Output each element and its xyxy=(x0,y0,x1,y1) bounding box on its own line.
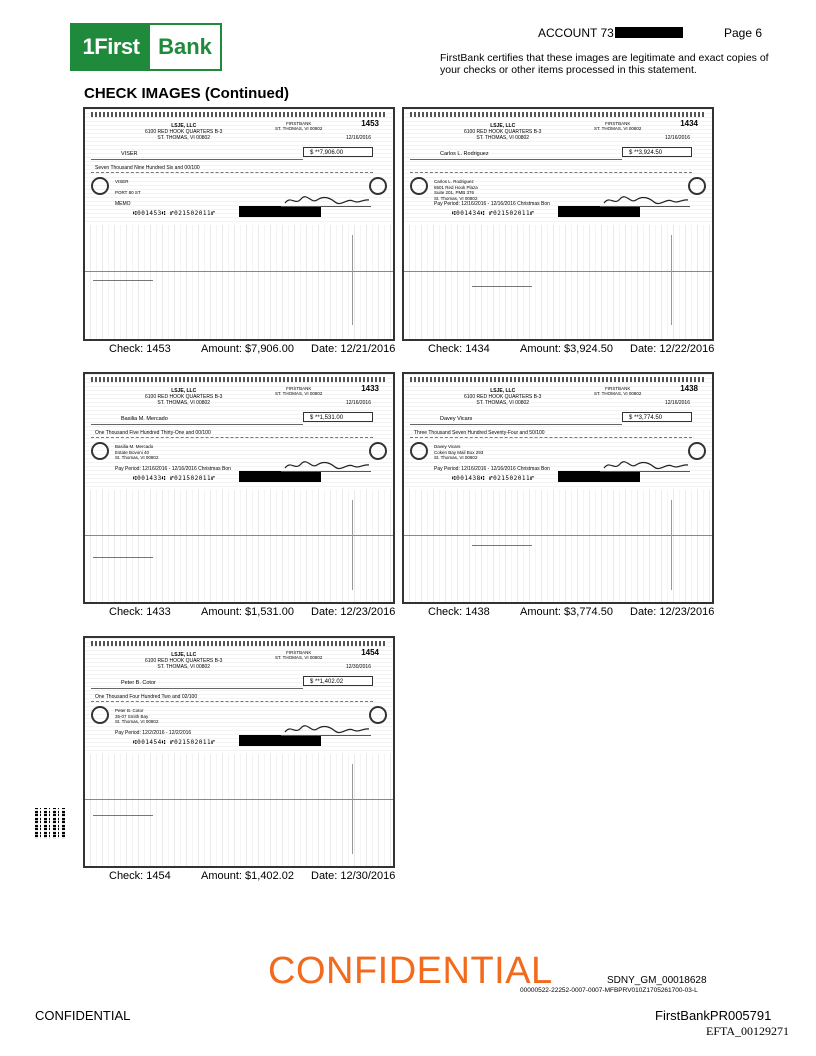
payer-block xyxy=(145,652,222,670)
payee-address: Carlos L. Rodriguez 6501 Red Hook Plaza Suite 201, PMB 376 St. Thomas, VI 00802 xyxy=(434,179,478,201)
circle-mark-left xyxy=(91,442,109,460)
payee-line: VISER xyxy=(91,151,303,160)
endorsement-scrawl xyxy=(316,235,353,325)
caption-amount: Amount: $1,402.02 xyxy=(201,870,294,882)
caption-check: Check: 1454 xyxy=(109,870,171,882)
micr-line: ⑆001438⑆ ⑈021502011⑈ xyxy=(452,475,535,482)
caption-date: Date: 12/30/2016 xyxy=(311,870,396,882)
check-back xyxy=(404,490,712,602)
memo-line: Pay Period: 12/16/2016 - 12/16/2016 Christmas Bon xyxy=(434,466,550,472)
payer-address: 6100 RED HOOK QUARTERS B-3 ST. THOMAS, VI 00802 xyxy=(145,129,223,141)
check-back xyxy=(85,225,393,339)
redaction-bar xyxy=(239,735,321,746)
redaction-bar xyxy=(558,471,640,482)
amount-words: One Thousand Four Hundred Two and 02/100 xyxy=(91,694,373,702)
payer-name: LSJE, LLC xyxy=(490,123,516,129)
security-band xyxy=(410,112,706,117)
amount-words: Three Thousand Seven Hundred Seventy-Four and 50/100 xyxy=(410,430,692,438)
memo-line: Pay Period: 12/16/2016 - 12/16/2016 Christmas Bon xyxy=(115,466,231,472)
bank-block: FIRSTBANK ST. THOMAS, VI 00802 xyxy=(275,386,323,396)
payer-address: 6100 RED HOOK QUARTERS B-3 ST. THOMAS, VI 00802 xyxy=(464,394,542,406)
payer-block xyxy=(145,123,222,141)
caption-check: Check: 1453 xyxy=(109,343,171,355)
payee-address: VISER PORT 80 ST xyxy=(115,179,141,195)
payer-name: LSJE, LLC xyxy=(171,123,197,129)
signature xyxy=(281,723,371,736)
bank-block: FIRSTBANK ST. THOMAS, VI 00802 xyxy=(275,650,323,660)
payer-block xyxy=(145,388,222,406)
security-band xyxy=(91,112,387,117)
circle-mark-right xyxy=(369,177,387,195)
micr-line: ⑆001454⑆ ⑈021502011⑈ xyxy=(133,739,216,746)
sdny-bates: SDNY_GM_00018628 xyxy=(607,975,707,986)
amount-box: $ **3,774.50 xyxy=(622,412,692,422)
certification-text: FirstBank certifies that these images are legitimate and exact copies of your checks or other items processed in this statement. xyxy=(440,52,769,76)
account-label: ACCOUNT 73 xyxy=(538,26,614,40)
payee-line: Carlos L. Rodriguez xyxy=(410,151,622,160)
circle-mark-right xyxy=(688,442,706,460)
check-date: 12/16/2016 xyxy=(664,400,690,406)
check-date: 12/16/2016 xyxy=(345,135,371,141)
qr-code xyxy=(35,808,66,839)
caption-date: Date: 12/23/2016 xyxy=(630,606,715,618)
check-number: 1453 xyxy=(361,119,379,128)
check-front xyxy=(85,638,393,756)
redaction-bar xyxy=(239,471,321,482)
endorsement-scrawl xyxy=(635,500,672,590)
endorsement-scrawl xyxy=(316,764,353,854)
check-caption-1434 xyxy=(402,343,714,357)
account-number xyxy=(538,26,683,40)
deposit-stamp xyxy=(93,280,153,301)
amount-box: $ **1,531.00 xyxy=(303,412,373,422)
sdny-sub-id: 00000522-22252-0007-0007-MFBPRV010Z1705261700-03-L xyxy=(520,987,698,994)
check-image-1434 xyxy=(402,107,714,341)
bank-block: FIRSTBANK ST. THOMAS, VI 00802 xyxy=(275,121,323,131)
bank-block: FIRSTBANK ST. THOMAS, VI 00802 xyxy=(594,121,642,131)
check-front xyxy=(404,374,712,492)
payee-address: Davey Vicars Coken Bay Mail Box 293 St. Thomas, VI 00802 xyxy=(434,444,484,460)
endorsement-scrawl xyxy=(635,235,672,325)
caption-amount: Amount: $7,906.00 xyxy=(201,343,294,355)
caption-date: Date: 12/21/2016 xyxy=(311,343,396,355)
redaction-bar xyxy=(558,206,640,217)
micr-line: ⑆001434⑆ ⑈021502011⑈ xyxy=(452,210,535,217)
caption-check: Check: 1433 xyxy=(109,606,171,618)
payer-block xyxy=(464,123,541,141)
caption-amount: Amount: $3,924.50 xyxy=(520,343,613,355)
confidential-label: CONFIDENTIAL xyxy=(35,1008,131,1023)
deposit-stamp xyxy=(93,557,153,578)
confidential-watermark: CONFIDENTIAL xyxy=(268,950,553,992)
check-front xyxy=(85,109,393,227)
security-band xyxy=(410,377,706,382)
caption-date: Date: 12/22/2016 xyxy=(630,343,715,355)
payer-block xyxy=(464,388,541,406)
page-number: Page 6 xyxy=(724,26,763,40)
check-caption-1433 xyxy=(83,606,395,620)
firstbank-bates: FirstBankPR005791 xyxy=(655,1008,772,1023)
check-number: 1454 xyxy=(361,648,379,657)
caption-check: Check: 1438 xyxy=(428,606,490,618)
check-front xyxy=(85,374,393,492)
payer-name: LSJE, LLC xyxy=(171,388,197,394)
signature xyxy=(600,194,690,207)
section-title: CHECK IMAGES (Continued) xyxy=(84,85,289,102)
payee-line: Peter B. Cotor xyxy=(91,680,303,689)
check-back xyxy=(85,490,393,602)
deposit-stamp xyxy=(472,545,532,566)
payee-line: Davey Vicars xyxy=(410,416,622,425)
payer-name: LSJE, LLC xyxy=(171,652,197,658)
payer-address: 6100 RED HOOK QUARTERS B-3 ST. THOMAS, VI 00802 xyxy=(145,658,223,670)
circle-mark-right xyxy=(688,177,706,195)
check-caption-1438 xyxy=(402,606,714,620)
security-band xyxy=(91,641,387,646)
check-back xyxy=(85,754,393,866)
payee-address: Peter B. Cotor 35-07 Smith Bay St. Thomas, VI 00802 xyxy=(115,708,159,724)
check-image-1453 xyxy=(83,107,395,341)
signature xyxy=(281,194,371,207)
amount-box: $ **3,924.50 xyxy=(622,147,692,157)
circle-mark-left xyxy=(410,177,428,195)
amount-words: Seven Thousand Nine Hundred Six and 00/100 xyxy=(91,165,373,173)
logo-part1: 1First xyxy=(72,25,150,69)
deposit-stamp xyxy=(472,286,532,307)
signature xyxy=(281,459,371,472)
micr-line: ⑆001433⑆ ⑈021502011⑈ xyxy=(133,475,216,482)
payer-name: LSJE, LLC xyxy=(490,388,516,394)
check-number: 1434 xyxy=(680,119,698,128)
check-image-1438 xyxy=(402,372,714,604)
check-caption-1454 xyxy=(83,870,395,884)
firstbank-logo xyxy=(70,23,222,71)
caption-date: Date: 12/23/2016 xyxy=(311,606,396,618)
payer-address: 6100 RED HOOK QUARTERS B-3 ST. THOMAS, VI 00802 xyxy=(464,129,542,141)
caption-amount: Amount: $3,774.50 xyxy=(520,606,613,618)
circle-mark-right xyxy=(369,442,387,460)
payer-address: 6100 RED HOOK QUARTERS B-3 ST. THOMAS, VI 00802 xyxy=(145,394,223,406)
caption-amount: Amount: $1,531.00 xyxy=(201,606,294,618)
memo-line: MEMO xyxy=(115,201,131,207)
amount-box: $ **7,906.00 xyxy=(303,147,373,157)
deposit-stamp xyxy=(93,815,153,836)
check-date: 12/30/2016 xyxy=(345,664,371,670)
endorsement-scrawl xyxy=(316,500,353,590)
logo-part2: Bank xyxy=(158,34,212,59)
memo-line: Pay Period: 12/2/2016 - 12/2/2016 xyxy=(115,730,192,736)
circle-mark-right xyxy=(369,706,387,724)
amount-words xyxy=(410,165,692,173)
check-image-1433 xyxy=(83,372,395,604)
caption-check: Check: 1434 xyxy=(428,343,490,355)
memo-line: Pay Period: 12/16/2016 - 12/16/2016 Christmas Bon xyxy=(434,201,550,207)
check-front xyxy=(404,109,712,227)
micr-line: ⑆001453⑆ ⑈021502011⑈ xyxy=(133,210,216,217)
bank-block: FIRSTBANK ST. THOMAS, VI 00802 xyxy=(594,386,642,396)
amount-words: One Thousand Five Hundred Thirty-One and 00/100 xyxy=(91,430,373,438)
check-number: 1433 xyxy=(361,384,379,393)
signature xyxy=(600,459,690,472)
security-band xyxy=(91,377,387,382)
circle-mark-left xyxy=(91,706,109,724)
account-redaction xyxy=(615,27,683,38)
check-caption-1453 xyxy=(83,343,395,357)
check-back xyxy=(404,225,712,339)
circle-mark-left xyxy=(410,442,428,460)
check-image-1454 xyxy=(83,636,395,868)
circle-mark-left xyxy=(91,177,109,195)
amount-box: $ **1,402.02 xyxy=(303,676,373,686)
check-date: 12/16/2016 xyxy=(345,400,371,406)
efta-id: EFTA_00129271 xyxy=(706,1024,790,1038)
redaction-bar xyxy=(239,206,321,217)
check-date: 12/16/2016 xyxy=(664,135,690,141)
payee-address: Basilia M. Mercado Estate Bovoni 40 St. Thomas, VI 00802 xyxy=(115,444,159,460)
check-number: 1438 xyxy=(680,384,698,393)
payee-line: Basilia M. Mercado xyxy=(91,416,303,425)
